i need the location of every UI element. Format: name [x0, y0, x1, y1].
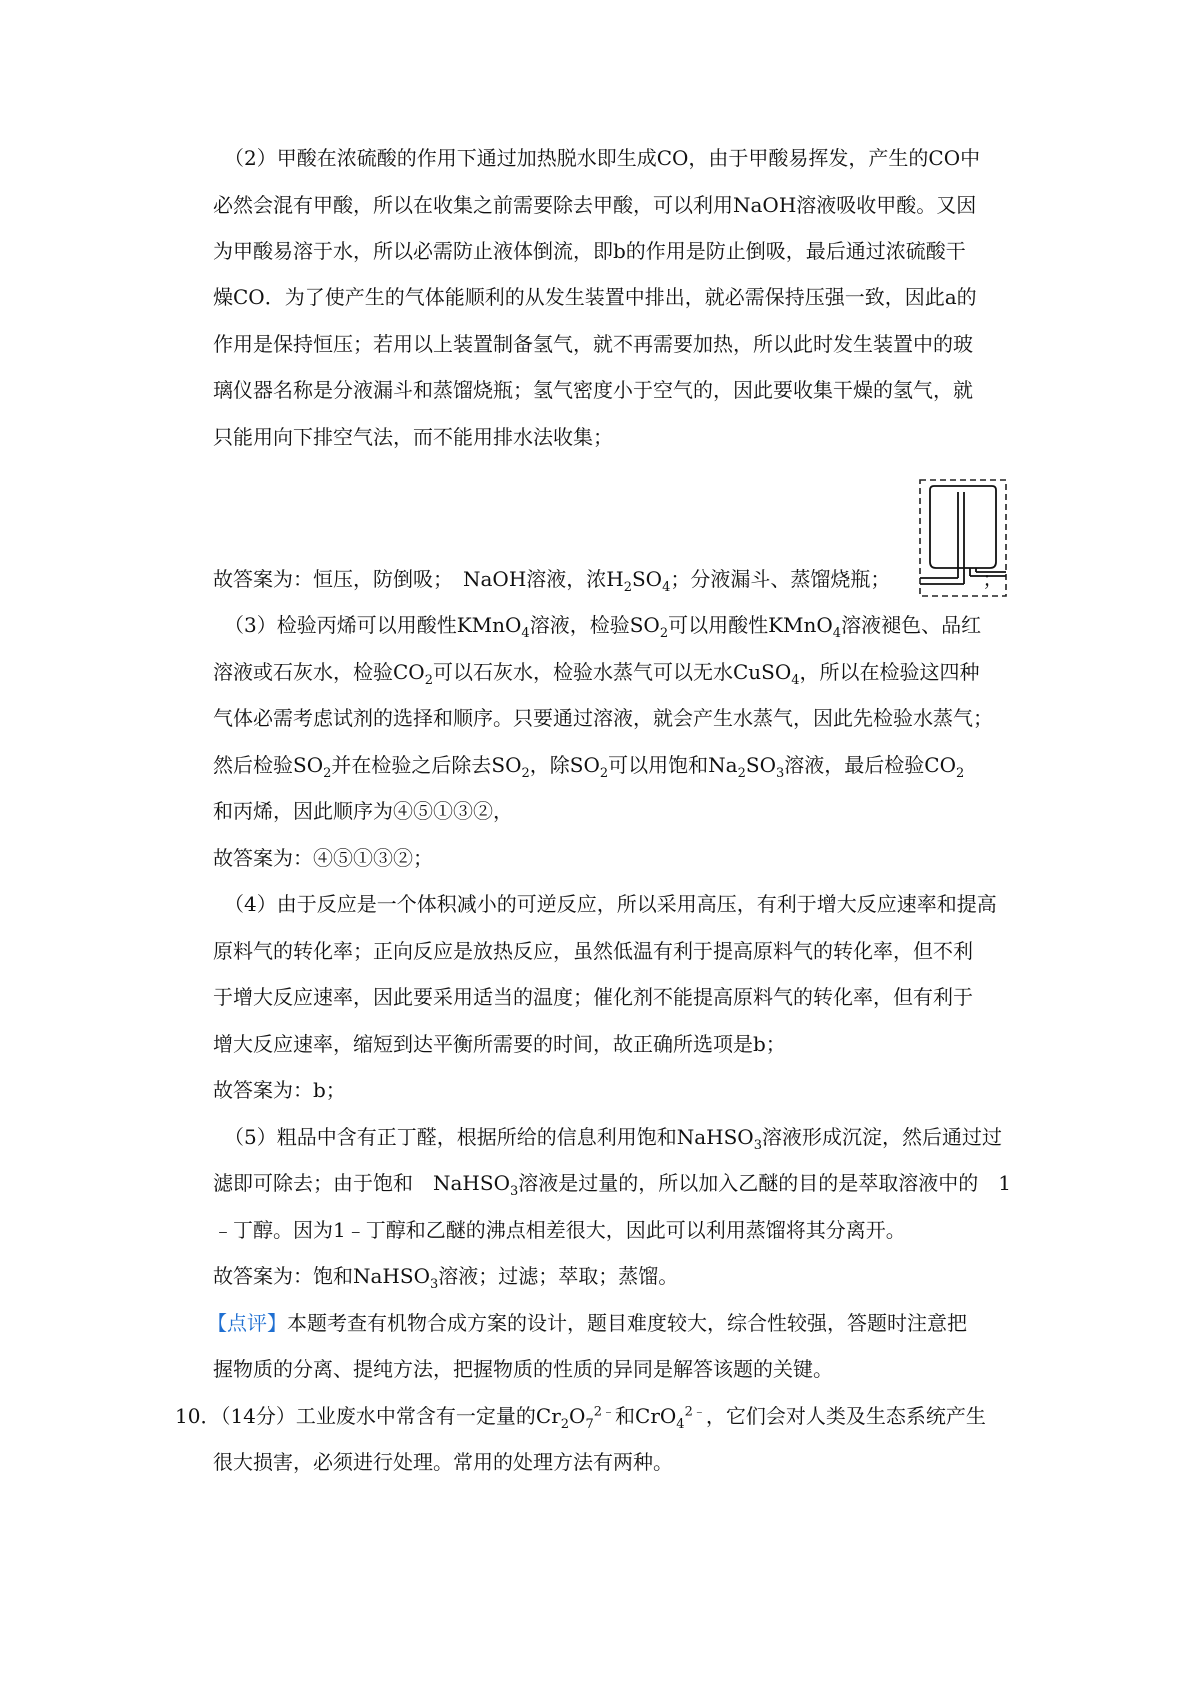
text-line: 气体必需考虑试剂的选择和顺序。只要通过溶液，就会产生水蒸气，因此先检验水蒸气； — [213, 706, 993, 730]
text-line: 燥CO．为了使产生的气体能顺利的从发生装置中排出，就必需保持压强一致，因此a的 — [213, 285, 977, 309]
text-line: 握物质的分离、提纯方法，把握物质的性质的异同是解答该题的关键。 — [213, 1357, 833, 1381]
text-line: 璃仪器名称是分液漏斗和蒸馏烧瓶；氢气密度小于空气的，因此要收集干燥的氢气，就 — [213, 378, 973, 402]
answer-line-3: 故答案为：④⑤①③②； — [213, 846, 433, 870]
text-line: 只能用向下排空气法，而不能用排水法收集； — [213, 425, 613, 449]
text-line: 为甲酸易溶于水，所以必需防止液体倒流，即b的作用是防止倒吸，最后通过浓硫酸干 — [213, 239, 966, 263]
text-line: （5）粗品中含有正丁醛，根据所给的信息利用饱和NaHSO$_3$溶液形成沉淀，然后通过过 — [224, 1125, 1002, 1153]
answer-line-4: 故答案为：b； — [213, 1078, 346, 1102]
question-10-line: 10．（14分）工业废水中常含有一定量的$Cr_2O_7^{2﹣}$和CrO$_4^{2﹣}$，它们会对人类及生态系统产生 — [175, 1404, 986, 1432]
text-line: 和丙烯，因此顺序为④⑤①③②， — [213, 799, 513, 823]
text-line: （4）由于反应是一个体积减小的可逆反应，所以采用高压，有利于增大反应速率和提高 — [224, 892, 997, 916]
comment-line: 【点评】本题考查有机物合成方案的设计，题目难度较大，综合性较强，答题时注意把 — [207, 1311, 967, 1335]
text-line: 然后检验$SO_2$并在检验之后除去$SO_2$，除$SO_2$可以用饱和$Na_2SO_3$溶液，最后检验$CO_2$ — [213, 753, 965, 781]
gas-collection-apparatus-icon — [918, 478, 1010, 600]
text-line: （3）检验丙烯可以用酸性KMnO$_4$溶液，检验$SO_2$可以用酸性KMnO$_4$溶液褪色、品红 — [224, 613, 982, 641]
answer-line-2: 故答案为：恒压，防倒吸； NaOH溶液，浓$H_2SO_4$；分液漏斗、蒸馏烧瓶； ； — [213, 567, 1003, 595]
text-line: 于增大反应速率，因此要采用适当的温度；催化剂不能提高原料气的转化率，但有利于 — [213, 985, 973, 1009]
comment-label: 【点评】 — [207, 1311, 287, 1335]
text-line: 原料气的转化率；正向反应是放热反应，虽然低温有利于提高原料气的转化率，但不利 — [213, 939, 973, 963]
text-line: 必然会混有甲酸，所以在收集之前需要除去甲酸，可以利用NaOH溶液吸收甲酸。又因 — [213, 193, 977, 217]
text-line: 增大反应速率，缩短到达平衡所需要的时间，故正确所选项是b； — [213, 1032, 786, 1056]
text-line: ﹣丁醇。因为1﹣丁醇和乙醚的沸点相差很大，因此可以利用蒸馏将其分离开。 — [213, 1218, 906, 1242]
answer-line-5: 故答案为：饱和NaHSO$_3$溶液；过滤；萃取；蒸馏。 — [213, 1264, 679, 1292]
text-line: 很大损害，必须进行处理。常用的处理方法有两种。 — [213, 1450, 673, 1474]
text-line: 作用是保持恒压；若用以上装置制备氢气，就不再需要加热，所以此时发生装置中的玻 — [213, 332, 973, 356]
text-line: 滤即可除去；由于饱和 NaHSO$_3$溶液是过量的，所以加入乙醚的目的是萃取溶液中的 1 — [213, 1171, 1011, 1199]
text-line: 溶液或石灰水，检验$CO_2$可以石灰水，检验水蒸气可以无水CuSO$_4$，所以在检验这四种 — [213, 660, 980, 688]
text-line: （2）甲酸在浓硫酸的作用下通过加热脱水即生成CO，由于甲酸易挥发，产生的CO中 — [224, 146, 981, 170]
